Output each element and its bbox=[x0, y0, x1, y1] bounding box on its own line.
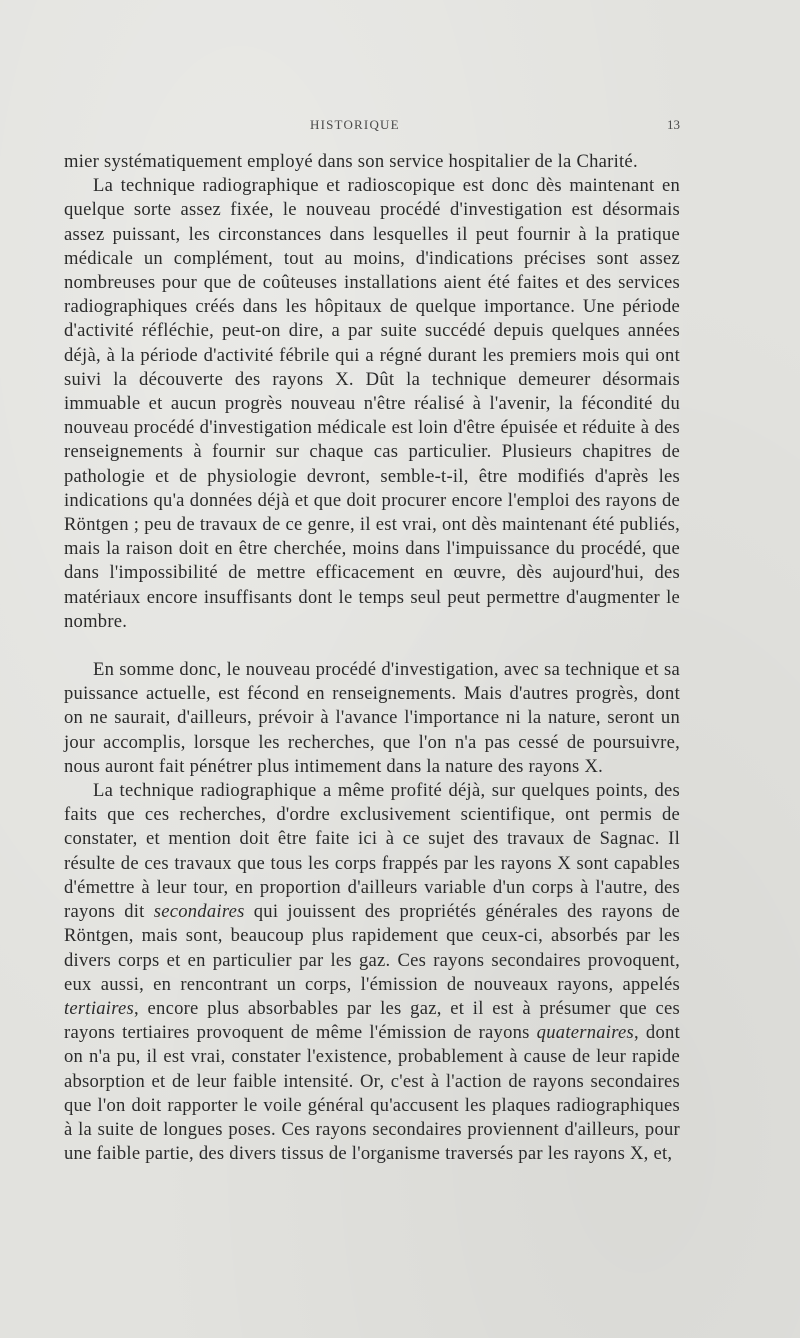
page-number: 13 bbox=[667, 117, 680, 132]
paragraph-text: , dont on n'a pu, il est vrai, constater l'existence, probablement à cause de leur rapide absorption et de leur faible intensité. Or, c'est à l'action de rayons secondaires que l'on doit rapporter le voile général qu'accusent les plaques radiographiques à la suite de longues poses. Ces rayons secondaires proviennent d'ailleurs, pour une faible partie, des divers tissus de l'organisme traversés par les rayons X, et, bbox=[64, 1022, 680, 1165]
italic-term: secondaires bbox=[153, 901, 245, 923]
paragraph-text: mier systématiquement employé dans son service hospitalier de la Charité. bbox=[64, 151, 638, 172]
paragraph bbox=[64, 779, 680, 1166]
paragraph bbox=[64, 658, 680, 779]
paragraph-text: La technique radiographique a même profité déjà, sur quelques points, des faits que ces recherches, d'ordre exclusivement scientifique, ont permis de constater, et mention doit être faite ici à ce sujet des travaux de Sagnac. Il résulte de ces travaux que tous les corps frappés par les rayons X sont capables d'émettre à leur tour, en proportion d'ailleurs variable d'un corps à l'autre, des rayons dit bbox=[64, 780, 680, 923]
paragraph-text: En somme donc, le nouveau procédé d'investigation, avec sa technique et sa puissance actuelle, est fécond en renseignements. Mais d'autres progrès, dont on ne saurait, d'ailleurs, prévoir à l'avance l'importance ni la nature, seront un jour accomplis, lorsque les recherches, que l'on n'a pas cessé de poursuivre, nous auront fait pénétrer plus intimement dans la nature des rayons X. bbox=[64, 659, 680, 777]
paragraph-text: qui jouissent des propriétés générales des rayons de Röntgen, mais sont, beaucoup plus rapidement que ceux-ci, absorbés par les divers corps et en particulier par les gaz. Ces rayons secondaires provoquent, eux aussi, en rencontrant un corps, l'émission de nouveaux rayons, appelés bbox=[64, 901, 680, 995]
italic-term: tertiaires bbox=[64, 997, 134, 1019]
paragraph bbox=[64, 174, 680, 634]
paragraph-continuation bbox=[64, 150, 680, 174]
running-title: HISTORIQUE bbox=[310, 117, 400, 132]
italic-term: quaternaires bbox=[536, 1022, 635, 1044]
body-text bbox=[64, 150, 680, 1166]
paragraph-text: La technique radiographique et radioscopique est donc dès maintenant en quelque sorte assez fixée, le nouveau procédé d'investigation est désormais assez puissant, les circonstances dans lesquelles il peut fournir à la pratique médicale un complément, tout au moins, d'indications précises sont assez nombreuses pour que de coûteuses installations aient été faites et des services radiographiques créés dans les hôpitaux de quelque importance. Une période d'activité réfléchie, peut-on dire, a par suite succédé depuis quelques années déjà, à la période d'activité fébrile qui a régné durant les premiers mois qui ont suivi la découverte des rayons X. Dût la technique demeurer désormais immuable et aucun progrès nouveau n'être réalisé à l'avenir, la fécondité du nouveau procédé d'investigation médicale est loin d'être épuisée et réduite à des renseignements à fournir sur chaque cas particulier. Plusieurs chapitres de pathologie et de physiologie devront, semble-t-il, être modifiés d'après les indications qu'a données déjà et que doit procurer encore l'emploi des rayons de Röntgen ; peu de travaux de ce genre, il est vrai, ont dès maintenant été publiés, mais la raison doit en être cherchée, moins dans l'impuissance du procédé, que dans l'impossibilité de mettre efficacement en œuvre, dès aujourd'hui, des matériaux encore insuffisants dont le temps seul peut permettre d'augmenter le nombre. bbox=[64, 175, 680, 632]
paragraph-text: , encore plus absorbables par les gaz, et il est à présumer que ces rayons tertiaires provoquent de même l'émission de rayons bbox=[64, 997, 680, 1044]
running-head bbox=[64, 117, 680, 137]
